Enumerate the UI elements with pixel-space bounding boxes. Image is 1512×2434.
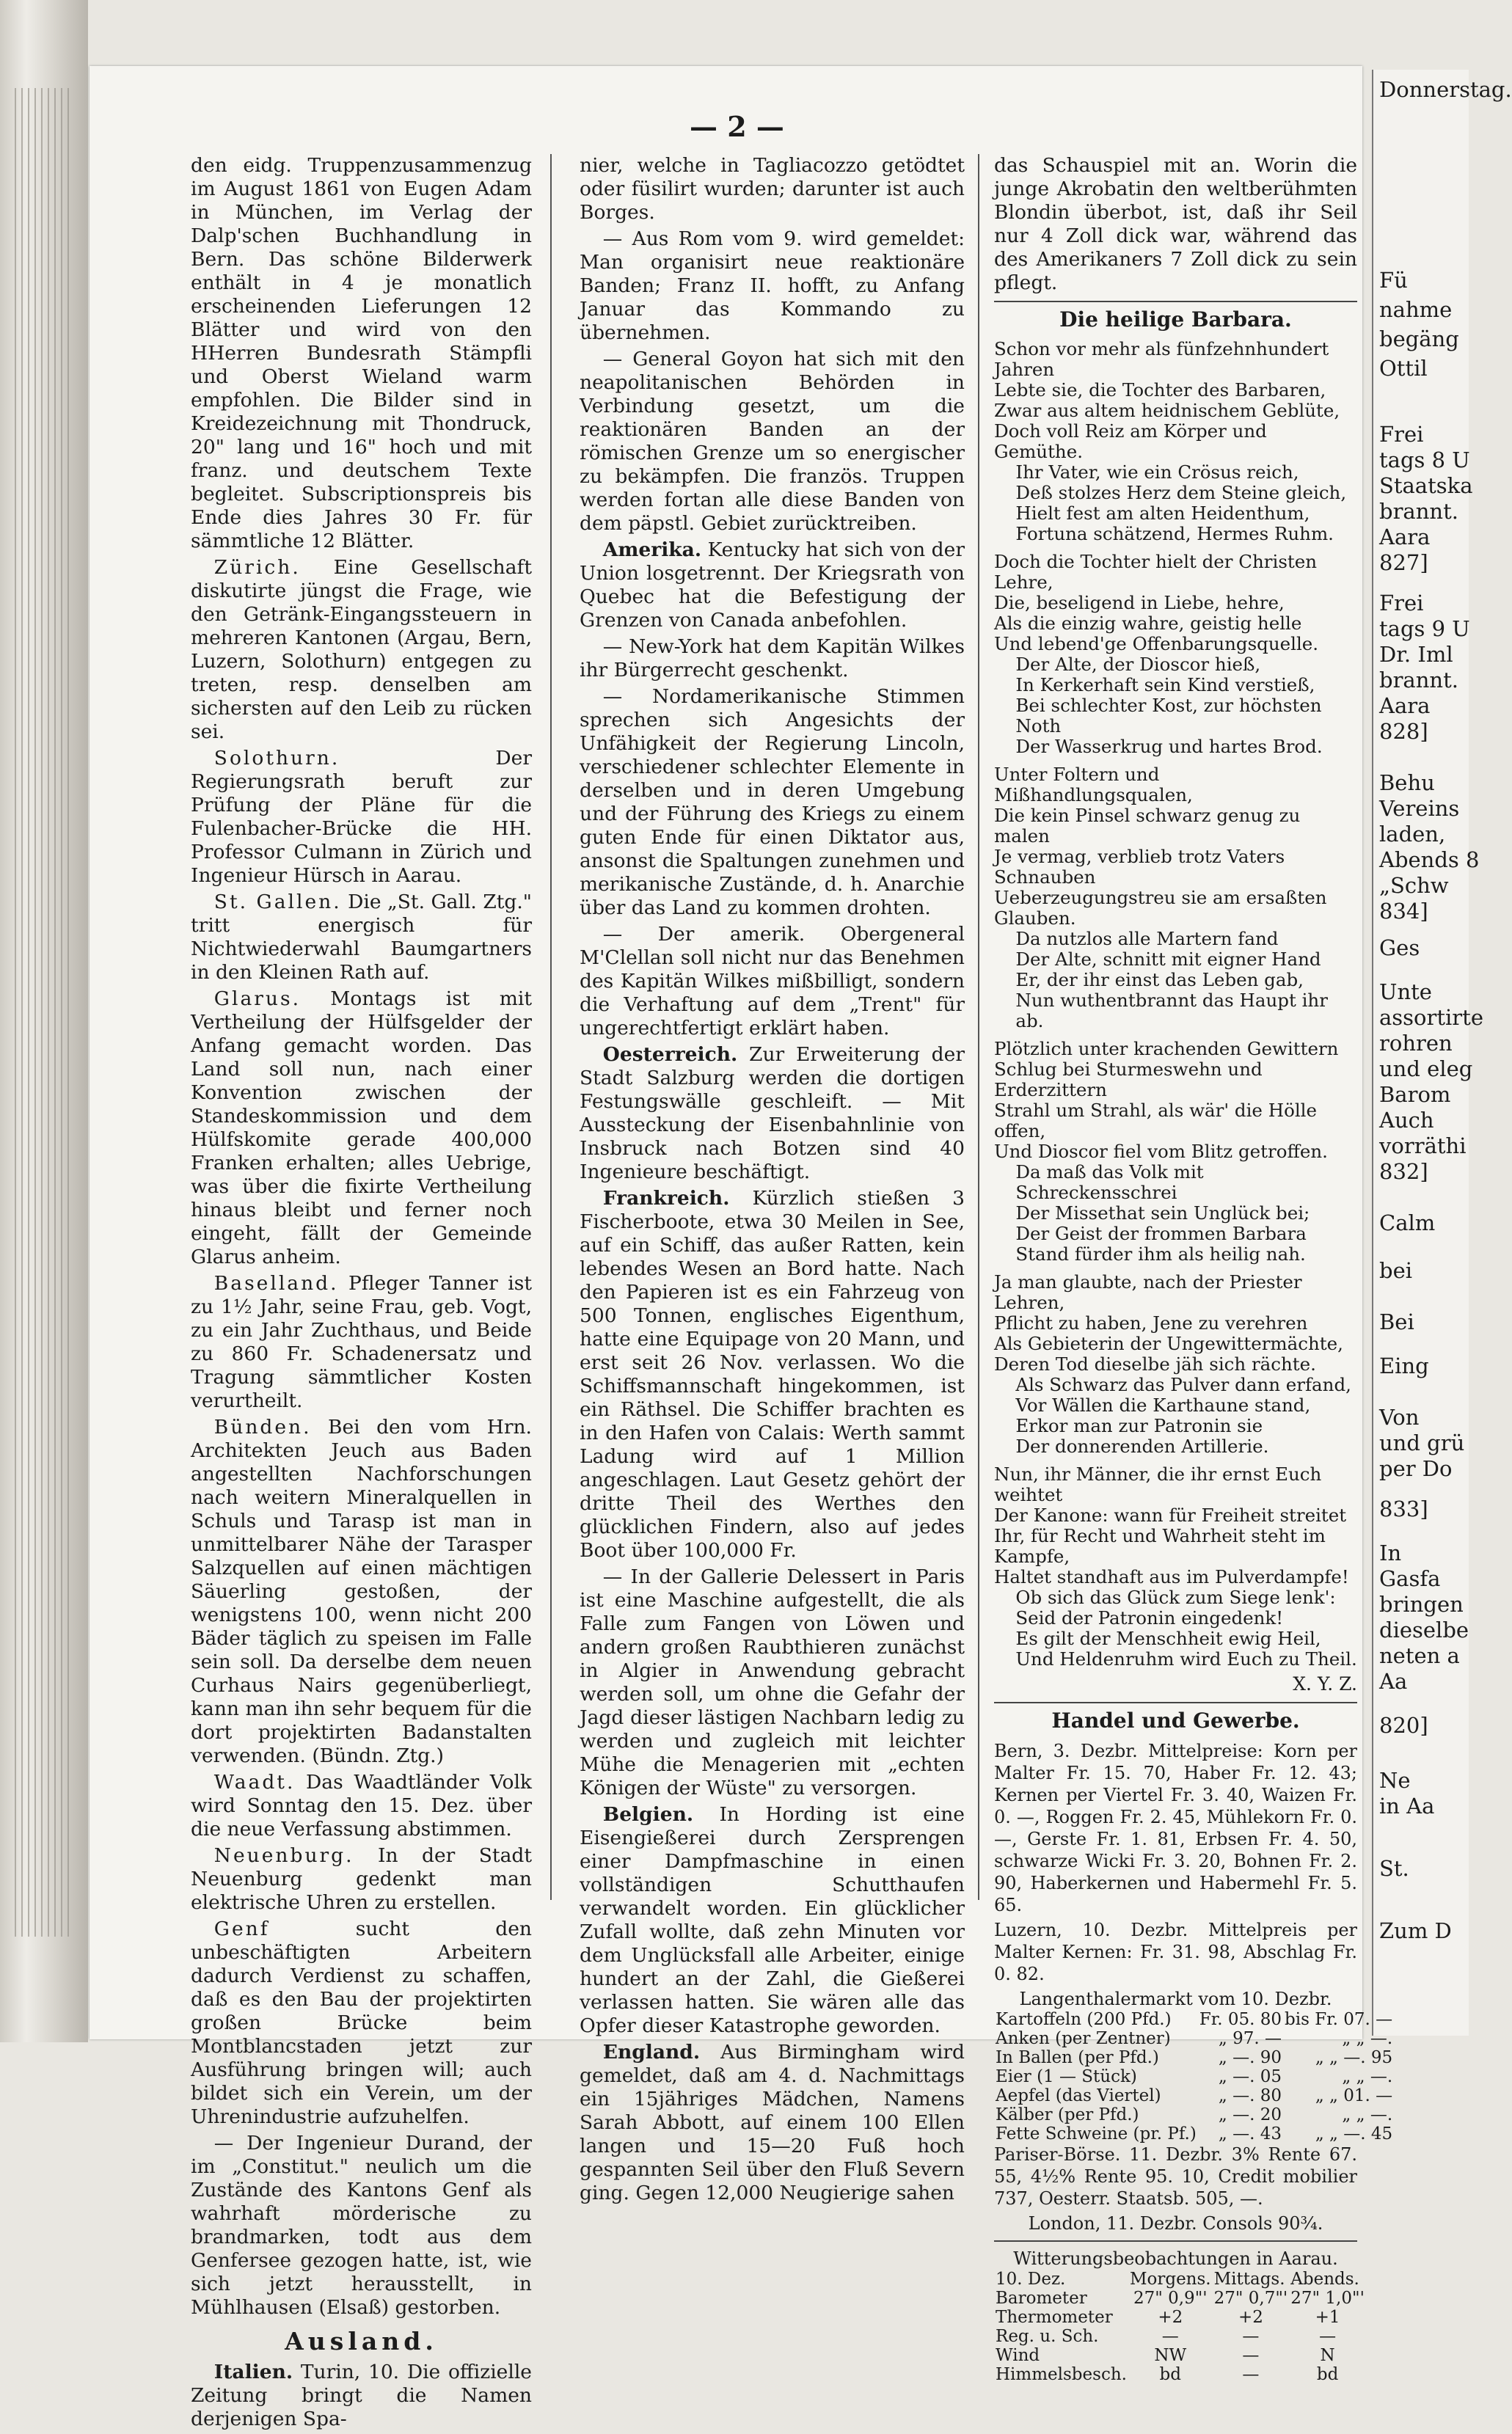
market-price: „ —. 80: [1218, 2086, 1282, 2105]
fragment-text: Unte: [1379, 979, 1432, 1004]
poem-line: Der Missethat sein Unglück bei;: [1015, 1202, 1310, 1224]
poem-line: Je vermag, verblieb trotz Vaters Schnauben: [994, 846, 1285, 888]
fragment-text: brannt.: [1379, 499, 1458, 524]
poem-line: Erkor man zur Patronin sie: [1015, 1415, 1263, 1436]
article-genf: Genf sucht den unbeschäftigten Arbeitern dadurch Verdienst zu schaffen, daß es den Bau der projektirten großen Brücke beim Montblancstaden jetzt zur Ausführung bringen will; auch bildet sich ein Verein, um der Uhrenindustrie aufzuhelfen.: [191, 1918, 532, 2128]
column-1: [191, 154, 532, 2434]
fragment-text: Calm: [1379, 1210, 1436, 1235]
poem-line: Zwar aus altem heidnischem Geblüte,: [994, 400, 1340, 421]
adjacent-page-fragment: [1372, 70, 1512, 2036]
fragment-text: per Do: [1379, 1456, 1453, 1481]
page-number: — 2 —: [690, 110, 784, 143]
weather-header-row: [994, 2270, 1366, 2289]
market-langenthal-heading: Langenthalermarkt vom 10. Dezbr.: [1019, 1989, 1332, 2009]
weather-label: Reg. u. Sch.: [996, 2327, 1099, 2346]
market-price: Fr. 05. 80: [1199, 2010, 1282, 2029]
section-divider: [994, 1702, 1357, 1703]
place-keyword: Baselland.: [213, 1272, 339, 1295]
place-keyword: Zürich.: [213, 556, 301, 579]
market-item: Eier (1 — Stück): [996, 2067, 1137, 2086]
fragment-text: 834]: [1379, 899, 1428, 924]
country-keyword: Italien.: [213, 2361, 293, 2383]
handel-heading: Handel und Gewerbe.: [1051, 1708, 1300, 1733]
fragment-text: begäng: [1379, 326, 1459, 351]
fragment-text: 827]: [1379, 550, 1428, 575]
weather-header-cell: 10. Dez.: [996, 2270, 1066, 2289]
poem-line: Der Alte, schnitt mit eigner Hand: [1015, 949, 1321, 970]
weather-value: +2: [1158, 2308, 1183, 2327]
article-goyon: — General Goyon hat sich mit den neapolitanischen Behörden in Verbindung gesetzt, um die reaktionären Banden an der römischen Grenze um so energischer zu bekämpfen. Die französ. Truppen werden fortan alle diese Banden von dem päpstl. Gebiet zurücktreiben.: [580, 348, 965, 535]
article-new-york: — New-York hat dem Kapitän Wilkes ihr Bürgerrecht geschenkt.: [580, 635, 965, 681]
market-price: „ 97. —: [1218, 2029, 1282, 2048]
country-keyword: Belgien.: [602, 1803, 694, 1826]
market-item: In Ballen (per Pfd.): [996, 2048, 1159, 2067]
fragment-text: brannt.: [1379, 668, 1458, 692]
article-bunden: Bünden. Bei den vom Hrn. Architekten Jeuch aus Baden angestellten Nachforschungen nach weitern Mineralquellen in Schuls und Tarasp ist man in unmittelbarer Nähe der Tarasper Salzquellen auf einen mächtigen Säuerling gestoßen, der wenigstens 100, wenn nicht 200 Bäder täglich zu speisen im Falle sein soll. Da derselbe dem neuen Curhaus Nairs gegenüberliegt, kann man ihn sehr bequem für die dort projektirten Badanstalten verwenden. (Bündn. Ztg.): [191, 1416, 532, 1767]
column-rule-1: [550, 154, 552, 1900]
poem-line: Stand fürder ihm als heilig nah.: [1015, 1243, 1306, 1265]
market-item: Fette Schweine (pr. Pf.): [996, 2124, 1197, 2144]
section-divider: [994, 301, 1357, 302]
fragment-text: Von: [1379, 1405, 1420, 1430]
poem-line: Hielt fest am alten Heidenthum,: [1015, 502, 1310, 524]
poem-line: Als Schwarz das Pulver dann erfand,: [1015, 1374, 1351, 1395]
fragment-text: Vereins: [1379, 796, 1460, 821]
fragment-text: Aa: [1379, 1669, 1408, 1694]
fragment-text: Behu: [1379, 770, 1435, 795]
article-frankreich: Frankreich. Kürzlich stießen 3 Fischerboote, etwa 30 Meilen in See, auf ein Schiff, das außer Ratten, kein lebendes Wesen an Bord hatte. Nach den Papieren ist es ein Fahrzeug von 500 Tonnen, englisches Eigenthum, hatte eine Equipage von 20 Mann, und erst seit 26 Nov. verlassen. Wo die Schiffsmannschaft hingekommen, ist ein Räthsel. Die Schiffer brachten es in den Hafen von Calais: Werth sammt Ladung wird auf 1 Million angeschlagen. Laut Gesetz gehört der dritte Theil des Werthes den glücklichen Findern, also auf jedes Boot über 100,000 Fr.: [580, 1187, 965, 1562]
poem-line: Plötzlich unter krachenden Gewittern: [994, 1038, 1339, 1059]
weather-row: [994, 2289, 1366, 2308]
market-item: Kartoffeln (200 Pfd.): [996, 2010, 1172, 2029]
place-keyword: Genf: [213, 1918, 270, 1940]
book-binding: [0, 0, 88, 2042]
article-durand: — Der Ingenieur Durand, der im „Constitut." neulich um die Zustände des Kantons Genf als wahrhaft mörderische zu brandmarken, todt aus dem Genfersee gezogen hatte, ist, wie sich jetzt herausstellt, in Mühlhausen (Elsaß) gestorben.: [191, 2132, 532, 2319]
poem-line: Er, der ihr einst das Leben gab,: [1015, 969, 1304, 990]
weather-value: —: [1319, 2327, 1337, 2346]
weather-value: bd: [1316, 2365, 1339, 2384]
fragment-text: Zum D: [1379, 1918, 1452, 1943]
fragment-text: Bei: [1379, 1309, 1414, 1334]
fragment-text: Frei: [1379, 591, 1424, 615]
fragment-text: „Schw: [1379, 873, 1449, 898]
fragment-text: bei: [1379, 1258, 1413, 1283]
column-3: [994, 154, 1393, 2384]
poem-line: Deß stolzes Herz dem Steine gleich,: [1015, 482, 1347, 503]
poem-line: Und Heldenruhm wird Euch zu Theil.: [1015, 1648, 1357, 1670]
market-luzern: Luzern, 10. Dezbr. Mittelpreis per Malter Kernen: Fr. 31. 98, Abschlag Fr. 0. 82.: [994, 1920, 1357, 1984]
poem-line: Vor Wällen die Karthaune stand,: [1015, 1395, 1311, 1416]
weather-header-cell: Morgens.: [1129, 2270, 1211, 2289]
poem-line: Der Wasserkrug und hartes Brod.: [1015, 736, 1323, 757]
market-price: „ „ —. 45: [1315, 2124, 1393, 2144]
fragment-text: assortirte: [1379, 1005, 1483, 1030]
place-keyword: Glarus.: [213, 987, 301, 1010]
market-price: „ „ —.: [1342, 2029, 1393, 2048]
place-keyword: Bünden.: [213, 1416, 312, 1439]
article-baselland: Baselland. Pfleger Tanner ist zu 1½ Jahr, seine Frau, geb. Vogt, zu ein Jahr Zuchthaus, und Beide zu 860 Fr. Schadenersatz und Tragung sämmtlicher Kosten verurtheilt.: [191, 1272, 532, 1412]
market-price: „ „ —. 95: [1315, 2048, 1393, 2067]
weather-header-cell: Mittags.: [1213, 2270, 1285, 2289]
fragment-text: In: [1379, 1541, 1402, 1565]
poem-line: Als die einzig wahre, geistig helle: [994, 613, 1302, 634]
fragment-text: Ne: [1379, 1768, 1411, 1793]
article-waadt: Waadt. Das Waadtländer Volk wird Sonntag den 15. Dez. über die neue Verfassung abstimmen.: [191, 1771, 532, 1841]
poem-line: Bei schlechter Kost, zur höchsten Noth: [1015, 695, 1322, 737]
poem-line: Die kein Pinsel schwarz genug zu malen: [994, 805, 1301, 847]
country-keyword: Oesterreich.: [602, 1043, 738, 1066]
poem-line: Doch die Tochter hielt der Christen Lehre,: [994, 551, 1318, 593]
poem-line: In Kerkerhaft sein Kind verstieß,: [1015, 674, 1315, 695]
article-rom: — Aus Rom vom 9. wird gemeldet: Man organisirt neue reaktionäre Banden; Franz II. hofft, zu Anfang Januar das Kommando zu übernehmen.: [580, 227, 965, 344]
fragment-text: Ottil: [1379, 356, 1428, 381]
poem-line: Der Alte, der Dioscor hieß,: [1015, 654, 1261, 675]
market-item: Aepfel (das Viertel): [996, 2086, 1161, 2105]
article-mclellan: — Der amerik. Obergeneral M'Clellan soll nicht nur das Benehmen des Kapitän Wilkes mißbilligt, sondern die Verhaftung auf dem „Trent" für ungerechtfertigt erklärt haben.: [580, 923, 965, 1039]
fragment-text: Abends 8: [1379, 847, 1480, 872]
poem-line: Seid der Patronin eingedenk!: [1015, 1607, 1284, 1629]
fragment-text: in Aa: [1379, 1794, 1435, 1819]
poem-line: Haltet standhaft aus im Pulverdampfe!: [994, 1566, 1349, 1587]
weather-value: —: [1161, 2327, 1179, 2346]
weather-label: Thermometer: [996, 2308, 1113, 2327]
weather-value: +1: [1315, 2308, 1340, 2327]
poem-line: Ueberzeugungstreu sie am ersaßten Glauben.: [994, 887, 1327, 929]
market-item: Kälber (per Pfd.): [996, 2105, 1139, 2124]
place-keyword: Waadt.: [213, 1771, 296, 1794]
weather-value: 27" 1,0"': [1290, 2289, 1365, 2308]
poem-line: Doch voll Reiz am Körper und Gemüthe.: [994, 420, 1267, 462]
fragment-text: tags 8 U: [1379, 447, 1470, 472]
article-delessert: — In der Gallerie Delessert in Paris ist eine Maschine aufgestellt, die als Falle zum Fangen von Löwen und andern großen Raubthieren zunächst in Algier in Anwendung gebracht werden soll, um ohne die Gefahr der Jagd dieser lästigen Nachbarn ledig zu werden und zugleich mit leichter Mühe die Menagerien mit „echten Königen der Wüste" zu versorgen.: [580, 1565, 965, 1799]
article-blondin: das Schauspiel mit an. Worin die junge Akrobatin den weltberühmten Blondin überbot, ist, daß ihr Seil nur 4 Zoll dick war, während das des Amerikaners 7 Zoll dick zu sein pflegt.: [994, 154, 1357, 294]
market-row: [994, 2010, 1394, 2029]
fragment-text: Aara: [1379, 525, 1431, 549]
poem-line: Ihr, für Recht und Wahrheit steht im Kampfe,: [994, 1525, 1326, 1567]
poem-line: Der donnerenden Artillerie.: [1015, 1436, 1269, 1457]
weather-row: [994, 2365, 1366, 2384]
market-price: „ „ 01. —: [1315, 2086, 1393, 2105]
market-price: „ —. 43: [1218, 2124, 1282, 2144]
market-price: „ —. 90: [1218, 2048, 1282, 2067]
fragment-text: Auch: [1379, 1108, 1434, 1133]
fragment-text: rohren: [1379, 1031, 1453, 1056]
market-price: „ —. 05: [1218, 2067, 1282, 2086]
poem-line: Ihr Vater, wie ein Crösus reich,: [1015, 461, 1299, 483]
article-st-gallen: St. Gallen. Die „St. Gall. Ztg." tritt energisch für Nichtwiederwahl Baumgartners in den Kleinen Rath auf.: [191, 891, 532, 984]
market-row: [994, 2067, 1394, 2086]
article-belgien: Belgien. In Hording ist eine Eisengießerei durch Zersprengen einer Dampfmaschine in einen vollständigen Schutthaufen verwandelt worden. Ein glücklicher Zufall wollte, daß zehn Minuten vor dem Unglücksfall alle Arbeiter, einige hundert an der Zahl, die Gießerei verlassen hatten. Sie wären alle das Opfer dieser Katastrophe geworden.: [580, 1803, 965, 2037]
fragment-text: nahme: [1379, 297, 1453, 322]
country-keyword: Frankreich.: [602, 1187, 730, 1210]
fragment-text: und grü: [1379, 1430, 1465, 1455]
article-neuenburg: Neuenburg. In der Stadt Neuenburg gedenkt man elektrische Uhren zu erstellen.: [191, 1844, 532, 1914]
fragment-text: 820]: [1379, 1713, 1428, 1738]
market-price: „ „ —.: [1342, 2067, 1393, 2086]
article-amerika: Amerika. Kentucky hat sich von der Union losgetrennt. Der Kriegsrath von Quebec hat die Befestigung der Grenzen von Canada anbefohlen.: [580, 538, 965, 632]
poem-line: Pflicht zu haben, Jene zu verehren: [994, 1312, 1308, 1334]
weather-label: Himmelsbesch.: [996, 2365, 1127, 2384]
country-keyword: England.: [602, 2041, 701, 2064]
fragment-text: St.: [1379, 1856, 1409, 1881]
weather-value: N: [1320, 2346, 1335, 2365]
fragment-text: Dr. Iml: [1379, 642, 1453, 667]
article-tagliacozzo: nier, welche in Tagliacozzo getödtet oder füsilirt wurden; darunter ist auch Borges.: [580, 154, 965, 224]
market-langenthal-table: [994, 2010, 1394, 2144]
fragment-text: Fü: [1379, 268, 1408, 293]
poem-signature: X. Y. Z.: [1293, 1673, 1357, 1695]
fragment-text: Donnerstag.: [1379, 77, 1512, 102]
place-keyword: Solothurn.: [213, 747, 340, 770]
market-row: [994, 2029, 1394, 2048]
fragment-text: neten a: [1379, 1643, 1460, 1668]
poem-line: Schon vor mehr als fünfzehnhundert Jahren: [994, 338, 1329, 380]
place-keyword: St. Gallen.: [213, 891, 342, 913]
weather-value: —: [1242, 2365, 1260, 2384]
poem-line: Unter Foltern und Mißhandlungsqualen,: [994, 764, 1193, 805]
column-rule-2: [978, 154, 979, 1900]
market-price: „ —. 20: [1218, 2105, 1282, 2124]
market-row: [994, 2048, 1394, 2067]
weather-value: —: [1242, 2327, 1260, 2346]
article-solothurn: Solothurn. Der Regierungsrath beruft zur Prüfung der Pläne für die Fulenbacher-Brücke die HH. Professor Culmann in Zürich und Ingenieur Hürsch in Aarau.: [191, 747, 532, 887]
weather-value: —: [1242, 2346, 1260, 2365]
fragment-text: Eing: [1379, 1353, 1429, 1378]
article-glarus: Glarus. Montags ist mit Vertheilung der Hülfsgelder der Anfang gemacht worden. Das Land soll nun, nach einer Konvention zwischen der Standeskommission und dem Hülfskomite gerade 400,000 Franken erhalten; alles Uebrige, was über die fixirte Vertheilung hinaus bleibt und ferner noch eingeht, fällt der Gemeinde Glarus anheim.: [191, 987, 532, 1268]
poem-line: Und Dioscor fiel vom Blitz getroffen.: [994, 1141, 1328, 1162]
market-row: [994, 2105, 1394, 2124]
weather-table: [994, 2270, 1366, 2384]
weather-header-cell: Abends.: [1290, 2270, 1359, 2289]
binding-page-edges: [15, 88, 73, 1937]
fragment-text: 828]: [1379, 719, 1428, 744]
fragment-text: Gasfa: [1379, 1566, 1441, 1591]
weather-row: [994, 2346, 1366, 2365]
article-england: England. Aus Birmingham wird gemeldet, daß am 4. d. Nachmittags ein 15jähriges Mädchen, Namens Sarah Abbott, auf einem 100 Ellen langen und 15—20 Fuß hoch gespannten Seil über den Fluß Severn ging. Gegen 12,000 Neugierige sahen: [580, 2041, 965, 2204]
weather-value: 27" 0,9"': [1133, 2289, 1208, 2308]
market-price: „ „ —.: [1342, 2105, 1393, 2124]
poem-line: Deren Tod dieselbe jäh sich rächte.: [994, 1353, 1316, 1375]
fragment-text: Staatska: [1379, 473, 1473, 498]
market-row: [994, 2086, 1394, 2105]
weather-row: [994, 2308, 1366, 2327]
article-zurich: Zürich. Eine Gesellschaft diskutirte jüngst die Frage, wie den Getränk-Eingangssteuern in mehreren Kantonen (Argau, Bern, Luzern, Solothurn) entgegen zu treten, resp. denselben am sichersten auf den Leib zu rücken sei.: [191, 556, 532, 743]
weather-row: [994, 2327, 1366, 2346]
fragment-text: Frei: [1379, 422, 1424, 447]
article-oesterreich: Oesterreich. Zur Erweiterung der Stadt Salzburg werden die dortigen Festungswälle geschleift. — Mit Aussteckung der Eisenbahnlinie von Insbruck nach Botzen sind 40 Ingenieure beschäftigt.: [580, 1043, 965, 1183]
poem-line: Und lebend'ge Offenbarungsquelle.: [994, 633, 1319, 654]
poem-line: Fortuna schätzend, Hermes Ruhm.: [1015, 523, 1334, 544]
fragment-text: vorräthi: [1379, 1133, 1467, 1158]
fragment-text: Barom: [1379, 1082, 1451, 1107]
weather-value: 27" 0,7"': [1213, 2289, 1288, 2308]
weather-heading: Witterungsbeobachtungen in Aarau.: [1013, 2248, 1338, 2269]
fragment-text: tags 9 U: [1379, 616, 1470, 641]
poem-line: Ob sich das Glück zum Siege lenk':: [1015, 1587, 1336, 1608]
fragment-text: Aara: [1379, 693, 1431, 718]
poem-line: Als Gebieterin der Ungewittermächte,: [994, 1333, 1343, 1354]
article-truppenzusammenzug: den eidg. Truppenzusammenzug im August 1861 von Eugen Adam in München, im Verlag der Dalp'schen Buchhandlung in Bern. Das schöne Bilderwerk enthält in 4 je monatlich erscheinenden Lieferungen 12 Blätter und wird von den HHerren Bundesrath Stämpfli und Oberst Wieland warm empfohlen. Die Bilder sind in Kreidezeichnung mit Thondruck, 20" lang und 16" hoch und mit franz. und deutschem Texte begleitet. Subscriptionspreis bis Ende dies Jahres 30 Fr. für sämmtliche 12 Blätter.: [191, 154, 532, 552]
poem-line: Der Geist der frommen Barbara: [1015, 1223, 1307, 1244]
poem-line: Nun wuthentbrannt das Haupt ihr ab.: [1015, 990, 1328, 1031]
poem-line: Der Kanone: wann für Freiheit streitet: [994, 1505, 1347, 1526]
poem-line: Ja man glaubte, nach der Priester Lehren,: [994, 1271, 1302, 1313]
poem-line: Die, beseligend in Liebe, hehre,: [994, 592, 1285, 613]
fragment-text: laden,: [1379, 822, 1446, 847]
poem-line: Schlug bei Sturmeswehn und Erderzittern: [994, 1059, 1263, 1100]
poem-line: Da maß das Volk mit Schreckensschrei: [1015, 1161, 1204, 1203]
fragment-text: bringen: [1379, 1592, 1464, 1617]
poem-line: Strahl um Strahl, als wär' die Hölle offen,: [994, 1100, 1317, 1141]
article-italien: Italien. Turin, 10. Die offizielle Zeitung bringt die Namen derjenigen Spa-: [191, 2361, 532, 2430]
weather-value: NW: [1154, 2346, 1187, 2365]
poem-line: Es gilt der Menschheit ewig Heil,: [1015, 1628, 1321, 1649]
fragment-text: Ges: [1379, 935, 1420, 960]
poem-line: Lebte sie, die Tochter des Barbaren,: [994, 379, 1326, 401]
market-paris: Pariser-Börse. 11. Dezbr. 3% Rente 67. 55, 4½% Rente 95. 10, Credit mobilier 737, Oesterr. Staatsb. 505, —.: [994, 2144, 1357, 2209]
weather-label: Barometer: [996, 2289, 1087, 2308]
place-keyword: Neuenburg.: [213, 1844, 354, 1867]
fragment-text: dieselbe: [1379, 1618, 1469, 1642]
article-nordamerika: — Nordamerikanische Stimmen sprechen sich Angesichts der Unfähigkeit der Regierung Lincoln, verschiedener schlechter Elemente in derselben und in deren Umgebung und der Führung des Kriegs zu einem guten Ende für einen Diktator aus, ansonst die Spaltungen zunehmen und merikanische Zustände, d. h. Anarchie über das Land zu kommen drohten.: [580, 685, 965, 919]
market-row: [994, 2124, 1394, 2144]
weather-value: +2: [1238, 2308, 1263, 2327]
fragment-text: 832]: [1379, 1159, 1428, 1184]
section-heading-ausland: Ausland.: [285, 2327, 438, 2356]
fragment-text: und eleg: [1379, 1056, 1473, 1081]
poem-body: [994, 339, 1357, 1670]
weather-value: bd: [1159, 2365, 1181, 2384]
poem-line: Nun, ihr Männer, die ihr ernst Euch weihtet: [994, 1463, 1322, 1505]
section-divider: [994, 2240, 1357, 2242]
weather-label: Wind: [996, 2346, 1040, 2365]
poem-line: Da nutzlos alle Martern fand: [1015, 928, 1279, 949]
market-item: Anken (per Zentner): [996, 2029, 1171, 2048]
country-keyword: Amerika.: [602, 538, 702, 561]
market-price: bis Fr. 07. —: [1285, 2010, 1393, 2029]
column-2: [580, 154, 965, 2208]
market-bern: Bern, 3. Dezbr. Mittelpreise: Korn per Malter Fr. 15. 70, Haber Fr. 12. 43; Kernen per Viertel Fr. 3. 40, Waizen Fr. 0. —, Roggen Fr. 2. 45, Mühlekorn Fr. 0. —, Gerste Fr. 1. 81, Erbsen Fr. 4. 50, schwarze Wicki Fr. 3. 20, Bohnen Fr. 2. 90, Haberkernen und Habermehl Fr. 5. 65.: [994, 1741, 1357, 1915]
poem-title: Die heilige Barbara.: [1059, 307, 1292, 332]
fragment-text: 833]: [1379, 1496, 1428, 1521]
market-london: London, 11. Dezbr. Consols 90¾.: [1028, 2213, 1323, 2234]
